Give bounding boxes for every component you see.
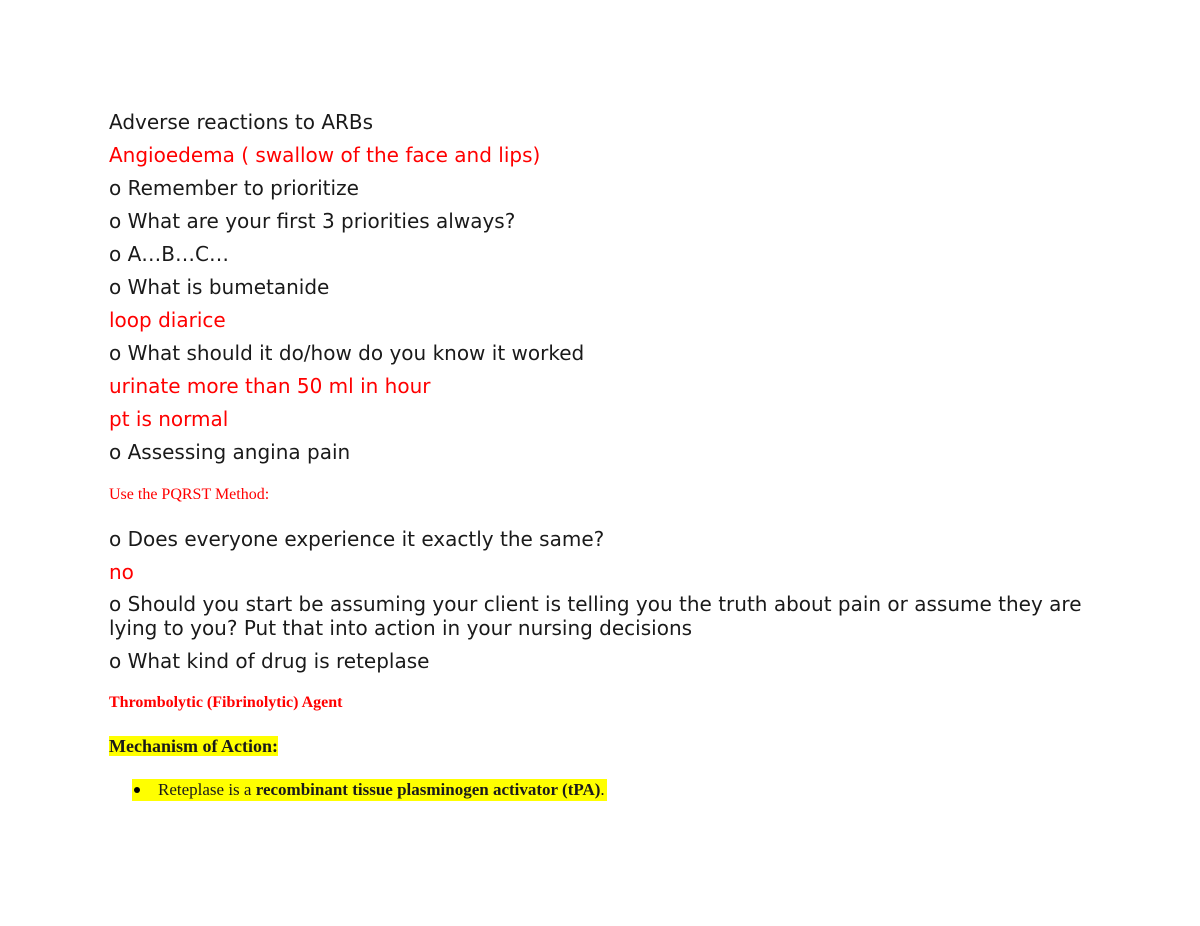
answer-loop-diuretic: loop diarice [109,308,226,332]
question-experience-same: o Does everyone experience it exactly the same? [109,527,605,551]
mechanism-heading [109,735,278,757]
question-reteplase: o What kind of drug is reteplase [109,649,430,673]
answer-thrombolytic-agent: Thrombolytic (Fibrinolytic) Agent [109,694,343,711]
answer-abc: o A…B…C… [109,242,229,266]
bullet-reteplase [132,779,607,801]
answer-pqrst: Use the PQRST Method: [109,486,270,503]
question-truth-about-pain: o Should you start be assuming your client is telling you the truth about pain or assume they are lying to you? Put that into action in your nursing decisions [109,592,1082,640]
question-bumetanide: o What is bumetanide [109,275,330,299]
question-angina-pain: o Assessing angina pain [109,440,351,464]
answer-urinate: urinate more than 50 ml in hour [109,374,431,398]
bullet-dot-icon [134,787,140,793]
answer-angioedema: Angioedema ( swallow of the face and lips) [109,143,541,167]
answer-no: no [109,560,134,584]
bullet-suffix: . [600,780,605,799]
mechanism-heading-text: Mechanism of Action: [109,736,278,756]
question-how-worked: o What should it do/how do you know it worked [109,341,585,365]
question-prioritize: o Remember to prioritize [109,176,359,200]
bullet-bold-text: recombinant tissue plasminogen activator (tPA) [255,780,601,799]
answer-pt-normal: pt is normal [109,407,229,431]
question-first-priorities: o What are your first 3 priorities always? [109,209,516,233]
bullet-prefix: Reteplase is a [158,780,256,799]
heading-adverse-reactions: Adverse reactions to ARBs [109,110,374,134]
